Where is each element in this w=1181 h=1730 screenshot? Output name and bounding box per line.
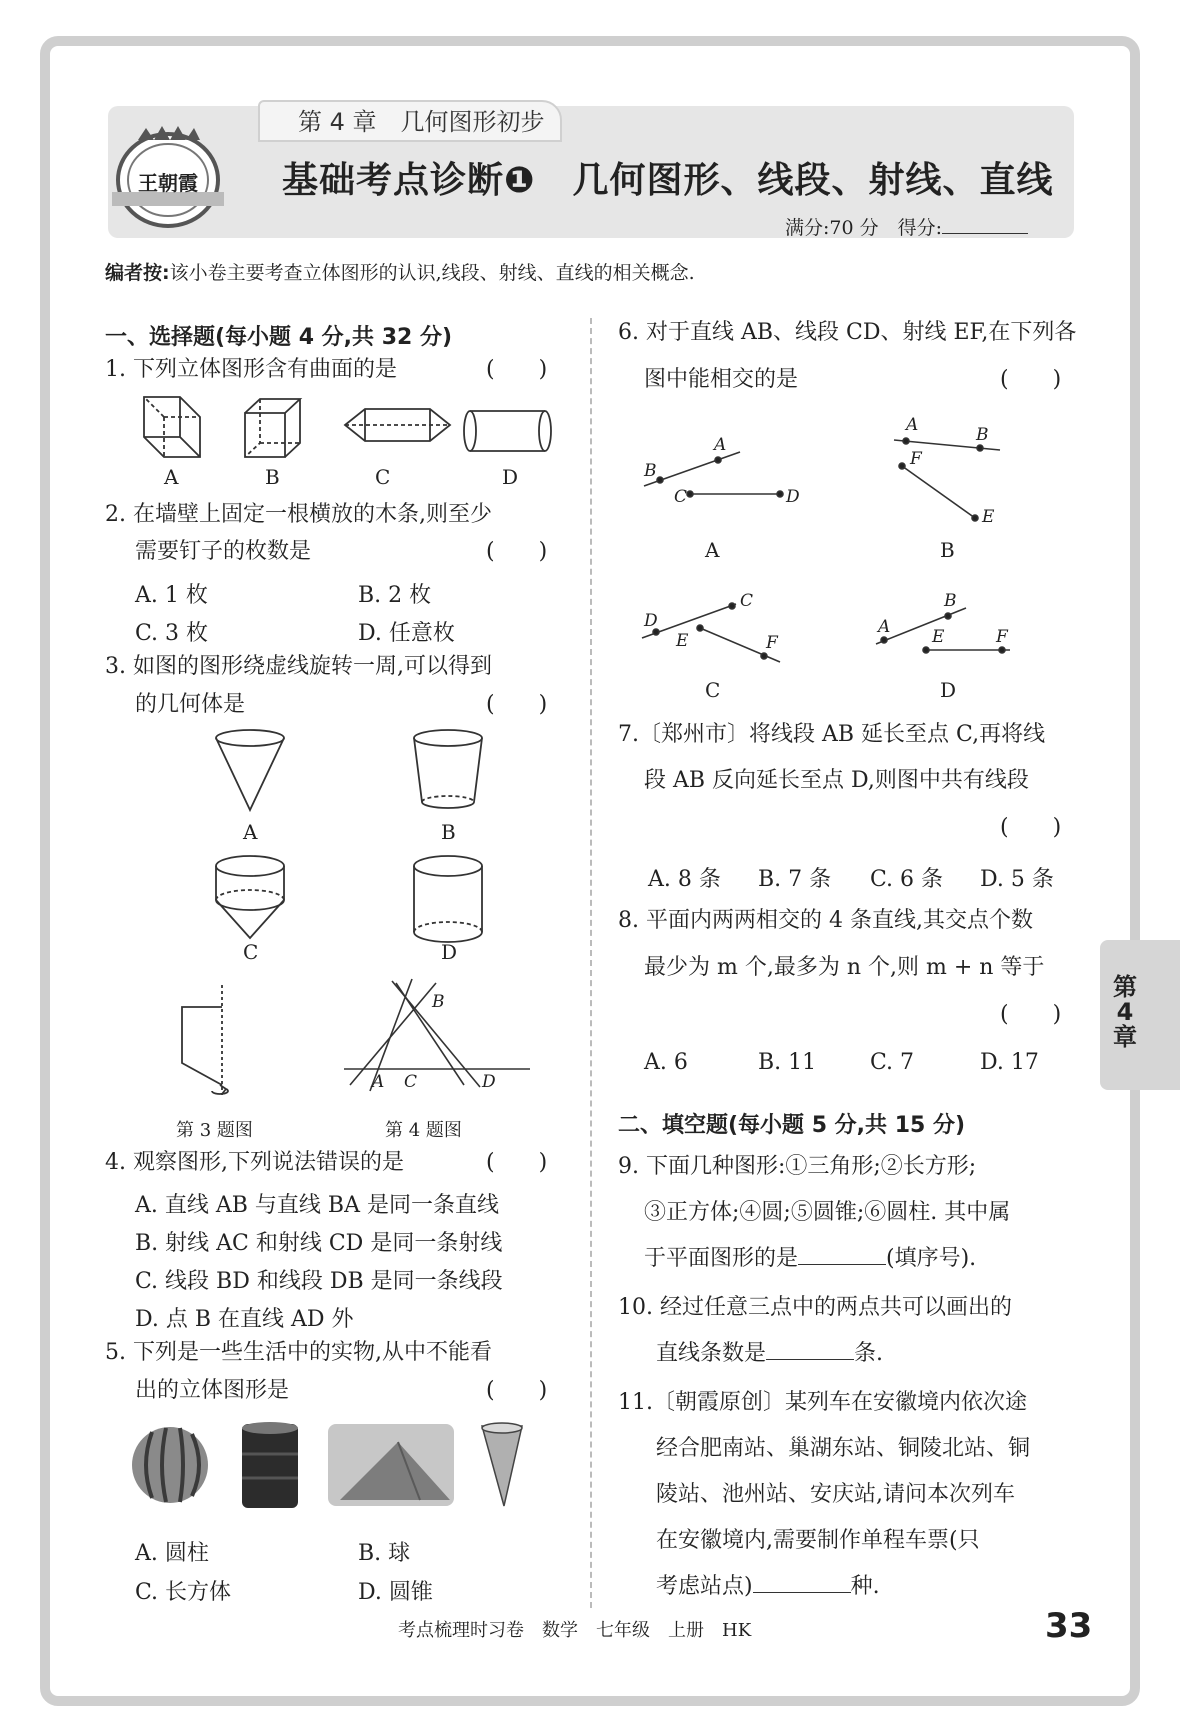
q1-label-a: A — [164, 465, 179, 489]
svg-text:E: E — [982, 507, 995, 527]
q10-stem-line1: 10. 经过任意三点中的两点共可以画出的 — [618, 1295, 1012, 1320]
q7-option-a[interactable]: A. 8 条 — [648, 867, 721, 892]
q7-option-c[interactable]: C. 6 条 — [870, 867, 944, 892]
q2-option-b[interactable]: B. 2 枚 — [358, 583, 432, 608]
publisher-logo — [108, 120, 228, 230]
q9-stem-line1: 9. 下面几种图形:①三角形;②长方形; — [618, 1154, 977, 1179]
q4-point-d: D — [482, 1072, 496, 1092]
q5-stem-line2: 出的立体图形是 — [135, 1378, 290, 1403]
svg-text:F: F — [766, 633, 778, 653]
svg-text:D: D — [786, 487, 800, 507]
q11-stem-line5: 考虑站点) 种. — [656, 1574, 880, 1599]
svg-text:A: A — [714, 435, 727, 455]
q6-stem-line1: 6. 对于直线 AB、线段 CD、射线 EF,在下列各 — [618, 320, 1077, 345]
q9-stem-line2: ③正方体;④圆;⑤圆锥;⑥圆柱. 其中属 — [644, 1200, 1011, 1225]
q4-option-d[interactable]: D. 点 B 在直线 AD 外 — [135, 1307, 354, 1332]
q8-option-b[interactable]: B. 11 — [758, 1050, 817, 1075]
q6-lines-figure — [640, 410, 1030, 670]
q2-stem-line2: 需要钉子的枚数是 — [135, 539, 312, 564]
q4-point-c: C — [404, 1072, 418, 1092]
q4-point-a: A — [372, 1072, 385, 1092]
svg-text:C: C — [740, 591, 754, 611]
q8-option-c[interactable]: C. 7 — [870, 1050, 915, 1075]
q3-label-d: D — [441, 940, 458, 964]
q4-option-c[interactable]: C. 线段 BD 和线段 DB 是同一条线段 — [135, 1269, 503, 1294]
page-title: 基础考点诊断❶ 几何图形、线段、射线、直线 — [282, 160, 1054, 201]
svg-text:E: E — [932, 627, 945, 647]
q8-option-d[interactable]: D. 17 — [980, 1050, 1039, 1075]
section-fill-title: 二、填空题(每小题 5 分,共 15 分) — [618, 1113, 966, 1138]
q3-answer-paren[interactable]: ( ) — [486, 692, 548, 717]
q8-stem-line2: 最少为 m 个,最多为 n 个,则 m + n 等于 — [644, 955, 1045, 980]
q5-option-b[interactable]: B. 球 — [358, 1541, 411, 1566]
q11-stem-line1: 11.〔朝霞原创〕某列车在安徽境内依次途 — [618, 1390, 1027, 1415]
q4-stem: 4. 观察图形,下列说法错误的是 — [105, 1150, 404, 1175]
chapter-label: 第 4 章 几何图形初步 — [298, 108, 545, 136]
q7-answer-paren[interactable]: ( ) — [1000, 815, 1062, 840]
q1-label-c: C — [375, 465, 391, 489]
q11-answer-blank[interactable] — [753, 1592, 851, 1593]
q10-stem-line2: 直线条数是 条. — [656, 1341, 884, 1366]
q3-stem-line2: 的几何体是 — [135, 692, 246, 717]
q8-answer-paren[interactable]: ( ) — [1000, 1002, 1062, 1027]
note-label: 编者按: — [105, 262, 170, 284]
q2-answer-paren[interactable]: ( ) — [486, 539, 548, 564]
q3-label-b: B — [441, 820, 456, 844]
section-choice-title: 一、选择题(每小题 4 分,共 32 分) — [105, 325, 453, 350]
page-number: 33 — [1045, 1606, 1093, 1646]
q11-stem-line2: 经合肥南站、巢湖东站、铜陵北站、铜 — [656, 1436, 1031, 1461]
q7-stem-line2: 段 AB 反向延长至点 D,则图中共有线段 — [644, 768, 1029, 793]
q8-stem-line1: 8. 平面内两两相交的 4 条直线,其交点个数 — [618, 908, 1033, 933]
q3-figure-caption: 第 3 题图 — [176, 1120, 253, 1141]
footer-text: 考点梳理时习卷 数学 七年级 上册 HK — [398, 1620, 752, 1641]
svg-text:F: F — [996, 627, 1008, 647]
svg-text:E: E — [676, 631, 689, 651]
svg-text:A: A — [906, 415, 919, 435]
svg-text:F: F — [910, 449, 922, 469]
q8-option-a[interactable]: A. 6 — [644, 1050, 688, 1075]
svg-text:B: B — [944, 591, 957, 611]
q2-option-d[interactable]: D. 任意枚 — [358, 621, 455, 646]
q1-label-d: D — [502, 465, 519, 489]
q5-option-d[interactable]: D. 圆锥 — [358, 1580, 433, 1605]
q2-stem-line1: 2. 在墙壁上固定一根横放的木条,则至少 — [105, 502, 492, 527]
svg-text:D: D — [644, 611, 658, 631]
q6-stem-line2: 图中能相交的是 — [644, 367, 799, 392]
q5-answer-paren[interactable]: ( ) — [486, 1378, 548, 1403]
q1-solids-figure — [140, 395, 560, 465]
q5-option-a[interactable]: A. 圆柱 — [135, 1541, 209, 1566]
score-line: 满分:70 分 得分: — [785, 213, 1028, 240]
q6-label-b: B — [940, 538, 955, 562]
q4-lines-figure — [340, 975, 540, 1100]
q4-option-b[interactable]: B. 射线 AC 和射线 CD 是同一条射线 — [135, 1231, 503, 1256]
column-divider — [590, 318, 592, 1608]
q1-answer-paren[interactable]: ( ) — [486, 357, 548, 382]
svg-text:A: A — [878, 617, 891, 637]
q7-option-d[interactable]: D. 5 条 — [980, 867, 1054, 892]
q11-stem-line4: 在安徽境内,需要制作单程车票(只 — [656, 1528, 980, 1553]
q4-option-a[interactable]: A. 直线 AB 与直线 BA 是同一条直线 — [135, 1193, 499, 1218]
svg-text:B: B — [976, 425, 989, 445]
q4-answer-paren[interactable]: ( ) — [486, 1150, 548, 1175]
q3-label-c: C — [243, 940, 259, 964]
score-blank[interactable] — [942, 233, 1028, 234]
q9-answer-blank[interactable] — [798, 1264, 886, 1265]
q4-point-b: B — [432, 992, 445, 1012]
q5-objects-figure — [130, 1420, 530, 1510]
q3-stem-line1: 3. 如图的图形绕虚线旋转一周,可以得到 — [105, 654, 492, 679]
q3-solids-figure — [200, 730, 500, 970]
q9-stem-line3: 于平面图形的是 (填序号). — [644, 1246, 977, 1271]
q1-label-b: B — [265, 465, 280, 489]
q4-figure-caption: 第 4 题图 — [385, 1120, 462, 1141]
q7-stem-line1: 7.〔郑州市〕将线段 AB 延长至点 C,再将线 — [618, 722, 1046, 747]
q5-stem-line1: 5. 下列是一些生活中的实物,从中不能看 — [105, 1340, 492, 1365]
q6-label-d: D — [940, 678, 957, 702]
q6-label-c: C — [705, 678, 721, 702]
svg-text:王朝霞: 王朝霞 — [138, 171, 198, 195]
note-text: 该小卷主要考查立体图形的认识,线段、射线、直线的相关概念. — [169, 262, 695, 284]
q2-option-c[interactable]: C. 3 枚 — [135, 621, 209, 646]
q6-answer-paren[interactable]: ( ) — [1000, 367, 1062, 392]
q11-stem-line3: 陵站、池州站、安庆站,请问本次列车 — [656, 1482, 1015, 1507]
q5-option-c[interactable]: C. 长方体 — [135, 1580, 232, 1605]
chapter-side-label: 第 4 章 — [1113, 973, 1137, 1052]
q10-answer-blank[interactable] — [766, 1359, 854, 1360]
editor-note — [105, 258, 695, 285]
q2-option-a[interactable]: A. 1 枚 — [135, 583, 208, 608]
q3-label-a: A — [243, 820, 258, 844]
q3-rotation-figure — [170, 985, 250, 1100]
q7-option-b[interactable]: B. 7 条 — [758, 867, 832, 892]
svg-text:C: C — [674, 487, 688, 507]
q1-stem: 1. 下列立体图形含有曲面的是 — [105, 357, 397, 382]
q6-label-a: A — [705, 538, 720, 562]
svg-text:B: B — [644, 461, 657, 481]
